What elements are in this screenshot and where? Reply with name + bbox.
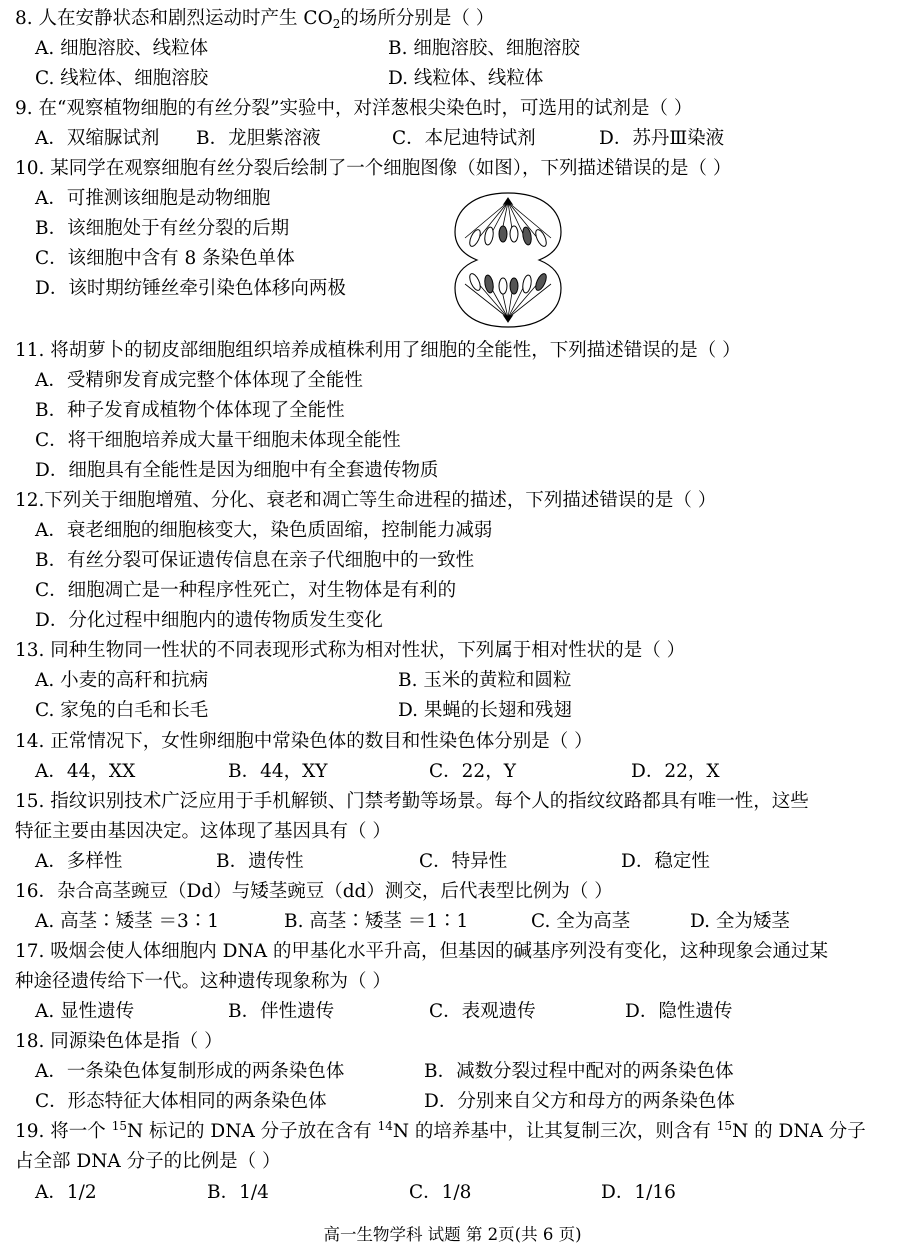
q8-stem-sub: 2 <box>332 17 341 31</box>
q19-text-2: N 标记的 DNA 分子放在含有 <box>126 1121 378 1142</box>
q16-option-a[interactable]: A. 高茎∶矮茎 ＝3∶1 <box>35 911 220 932</box>
q19-option-c[interactable]: C．1/8 <box>409 1182 472 1203</box>
cell-division-figure <box>447 190 569 330</box>
q11-option-d[interactable]: D．细胞具有全能性是因为细胞中有全套遗传物质 <box>35 460 439 481</box>
q9-option-c[interactable]: C．本尼迪特试剂 <box>392 128 536 149</box>
q9-option-a[interactable]: A．双缩脲试剂 <box>35 128 160 149</box>
q18-stem: 18. 同源染色体是指（ ） <box>15 1031 223 1052</box>
q19-stem-line2: 占全部 DNA 分子的比例是（ ） <box>15 1151 281 1172</box>
q12-option-c[interactable]: C．细胞凋亡是一种程序性死亡，对生物体是有利的 <box>35 580 457 601</box>
page-footer: 高一生物学科 试题 第 2页(共 6 页) <box>323 1225 582 1244</box>
q19-sup-3: 15 <box>716 1119 733 1133</box>
q15-option-a[interactable]: A．多样性 <box>35 851 123 872</box>
q18-option-c[interactable]: C．形态特征大体相同的两条染色体 <box>35 1091 327 1112</box>
q10-option-c[interactable]: C．该细胞中含有 8 条染色单体 <box>35 248 295 269</box>
q17-option-c[interactable]: C．表观遗传 <box>429 1001 536 1022</box>
q11-stem: 11. 将胡萝卜的韧皮部细胞组织培养成植株利用了细胞的全能性，下列描述错误的是（ ） <box>15 340 741 361</box>
q12-stem: 12.下列关于细胞增殖、分化、衰老和凋亡等生命进程的描述，下列描述错误的是（ ） <box>15 490 717 511</box>
q19-option-b[interactable]: B．1/4 <box>207 1182 269 1203</box>
q8-option-c[interactable]: C. 线粒体、细胞溶胶 <box>35 68 209 89</box>
q11-option-a[interactable]: A．受精卵发育成完整个体体现了全能性 <box>35 370 363 391</box>
q11-option-b[interactable]: B．种子发育成植物个体体现了全能性 <box>35 400 345 421</box>
q15-option-d[interactable]: D．稳定性 <box>621 851 710 872</box>
q10-stem: 10. 某同学在观察细胞有丝分裂后绘制了一个细胞图像（如图），下列描述错误的是（ ） <box>15 158 732 179</box>
q14-option-c[interactable]: C．22，Y <box>429 761 516 782</box>
q13-option-a[interactable]: A. 小麦的高秆和抗病 <box>35 670 209 691</box>
q14-option-d[interactable]: D．22，X <box>631 761 720 782</box>
q8-stem-b: 的场所分别是（ ） <box>340 8 495 29</box>
q13-stem: 13. 同种生物同一性状的不同表现形式称为相对性状，下列属于相对性状的是（ ） <box>15 640 686 661</box>
q18-option-a[interactable]: A．一条染色体复制形成的两条染色体 <box>35 1061 345 1082</box>
q19-sup-2: 14 <box>377 1119 393 1133</box>
q8-stem-a: 8. 人在安静状态和剧烈运动时产生 CO <box>15 8 333 29</box>
q17-stem-line1: 17. 吸烟会使人体细胞内 DNA 的甲基化水平升高，但基因的碱基序列没有变化，这种现象会通过某 <box>15 941 828 962</box>
q19-text-4: N 的 DNA 分子 <box>732 1121 866 1142</box>
q16-option-d[interactable]: D. 全为矮茎 <box>690 911 790 932</box>
q14-option-b[interactable]: B．44，XY <box>228 761 328 782</box>
q8-option-d[interactable]: D. 线粒体、线粒体 <box>388 68 544 89</box>
q8-option-b[interactable]: B. 细胞溶胶、细胞溶胶 <box>388 38 580 59</box>
q9-stem: 9. 在“观察植物细胞的有丝分裂”实验中，对洋葱根尖染色时，可选用的试剂是（ ） <box>15 98 693 119</box>
q16-stem: 16．杂合高茎豌豆（Dd）与矮茎豌豆（dd）测交，后代表型比例为（ ） <box>15 881 613 902</box>
q14-option-a[interactable]: A．44，XX <box>35 761 136 782</box>
q12-option-a[interactable]: A．衰老细胞的细胞核变大，染色质固缩，控制能力减弱 <box>35 520 493 541</box>
q17-option-d[interactable]: D．隐性遗传 <box>625 1001 733 1022</box>
q15-stem-line1: 15. 指纹识别技术广泛应用于手机解锁、门禁考勤等场景。每个人的指纹纹路都具有唯一性，这些 <box>15 791 809 812</box>
q15-option-b[interactable]: B．遗传性 <box>216 851 304 872</box>
q19-sup-1: 15 <box>111 1119 127 1133</box>
q8-stem <box>15 6 494 32</box>
q17-stem-line2: 种途径遗传给下一代。这种遗传现象称为（ ） <box>15 971 391 992</box>
q12-option-d[interactable]: D．分化过程中细胞内的遗传物质发生变化 <box>35 610 383 631</box>
q10-option-d[interactable]: D．该时期纺锤丝牵引染色体移向两极 <box>35 278 346 299</box>
q9-option-b[interactable]: B．龙胆紫溶液 <box>196 128 321 149</box>
q19-text-1: 19. 将一个 <box>15 1121 112 1142</box>
q19-stem-line1 <box>15 1119 866 1145</box>
q18-option-b[interactable]: B．减数分裂过程中配对的两条染色体 <box>424 1061 734 1082</box>
q13-option-d[interactable]: D. 果蝇的长翅和残翅 <box>398 700 572 721</box>
q19-option-d[interactable]: D．1/16 <box>601 1182 676 1203</box>
q15-option-c[interactable]: C．特异性 <box>419 851 508 872</box>
q14-stem: 14. 正常情况下，女性卵细胞中常染色体的数目和性染色体分别是（ ） <box>15 731 593 752</box>
upper-chromosomes <box>468 198 549 248</box>
q10-option-b[interactable]: B．该细胞处于有丝分裂的后期 <box>35 218 290 239</box>
q13-option-c[interactable]: C. 家兔的白毛和长毛 <box>35 700 209 721</box>
q11-option-c[interactable]: C．将干细胞培养成大量干细胞未体现全能性 <box>35 430 401 451</box>
q19-option-a[interactable]: A．1/2 <box>35 1182 97 1203</box>
q19-text-3: N 的培养基中，让其复制三次，则含有 <box>392 1121 717 1142</box>
lower-chromosomes <box>468 272 549 322</box>
cell-membrane-outline <box>455 193 561 327</box>
q15-stem-line2: 特征主要由基因决定。这体现了基因具有（ ） <box>15 821 391 842</box>
q17-option-a[interactable]: A. 显性遗传 <box>35 1001 135 1022</box>
q8-option-a[interactable]: A. 细胞溶胶、线粒体 <box>35 38 209 59</box>
q16-option-b[interactable]: B. 高茎∶矮茎 ＝1∶1 <box>284 911 469 932</box>
q10-option-a[interactable]: A．可推测该细胞是动物细胞 <box>35 188 271 209</box>
q13-option-b[interactable]: B. 玉米的黄粒和圆粒 <box>398 670 572 691</box>
q17-option-b[interactable]: B．伴性遗传 <box>228 1001 335 1022</box>
q18-option-d[interactable]: D．分别来自父方和母方的两条染色体 <box>424 1091 735 1112</box>
q16-option-c[interactable]: C. 全为高茎 <box>531 911 631 932</box>
q12-option-b[interactable]: B．有丝分裂可保证遗传信息在亲子代细胞中的一致性 <box>35 550 475 571</box>
q9-option-d[interactable]: D．苏丹Ⅲ染液 <box>599 128 725 149</box>
